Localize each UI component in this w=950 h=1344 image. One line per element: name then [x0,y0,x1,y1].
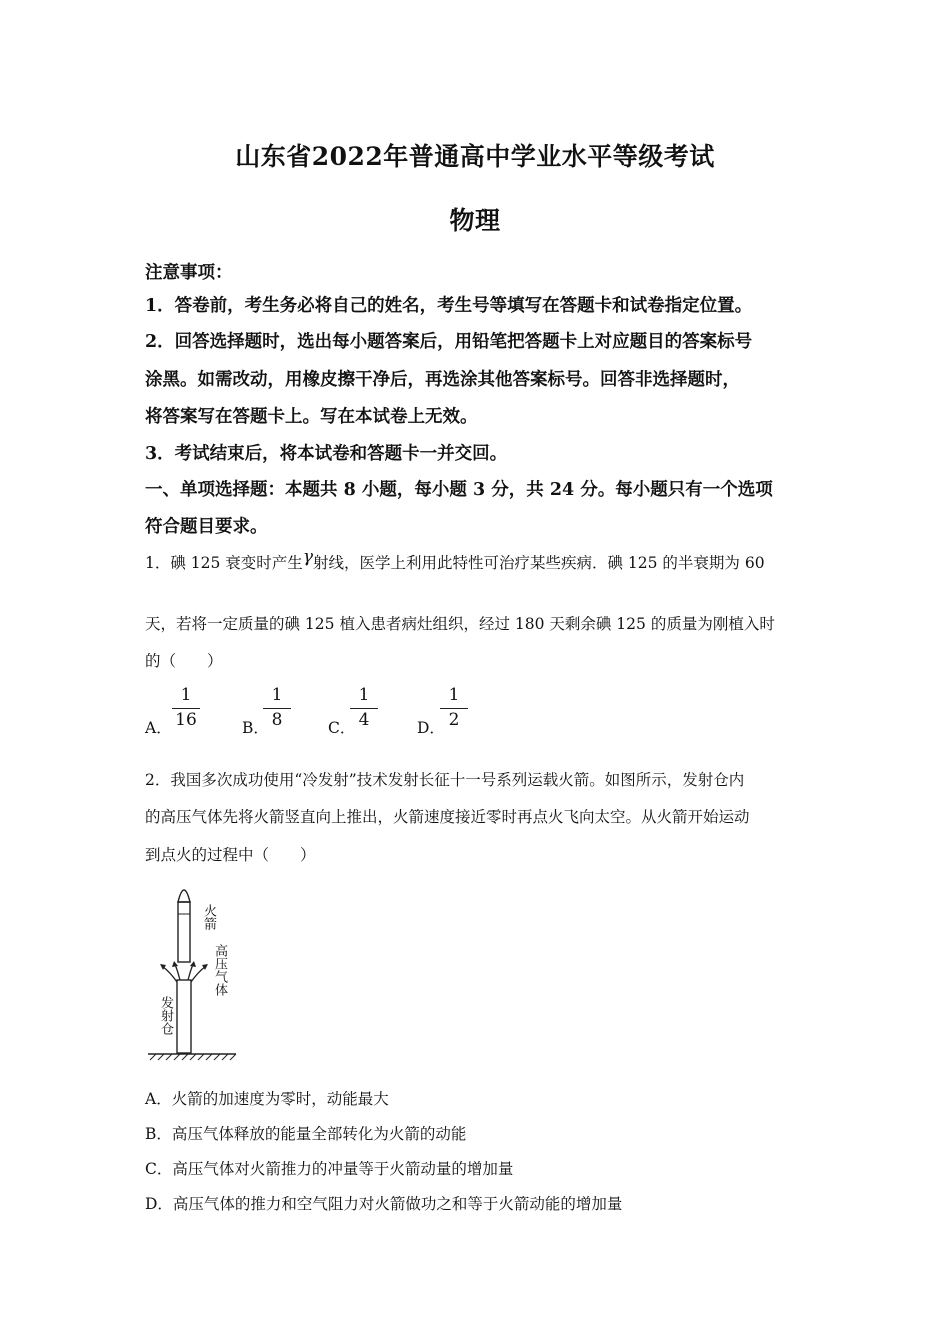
q2-option-b: B．高压气体释放的能量全部转化为火箭的动能 [145,1125,467,1143]
note-item-3: 3．考试结束后，将本试卷和答题卡一并交回。 [145,444,508,464]
q2-stem-line-1: 2．我国多次成功使用“冷发射”技术发射长征十一号系列运载火箭。如图所示，发射仓内 [145,771,745,789]
rocket-launch-figure [140,872,250,1062]
q1-stem-pre: 1．碘 125 衰变时产生 [145,554,303,572]
fraction-numerator: 1 [180,685,192,705]
q2-option-d: D．高压气体的推力和空气阻力对火箭做功之和等于火箭动能的增加量 [145,1195,623,1213]
note-item-2-line-2: 涂黑。如需改动，用橡皮擦干净后，再选涂其他答案标号。回答非选择题时， [145,370,740,390]
figure-label-silo: 发射仓 [158,996,173,1035]
q1-stem-post: 射线，医学上利用此特性可治疗某些疾病．碘 125 的半衰期为 60 [312,554,765,572]
q1-stem-line-2: 天，若将一定质量的碘 125 植入患者病灶组织，经过 180 天剩余碘 125 的质量为刚植入时 [145,615,775,633]
q1-option-b-label: B． [242,719,269,737]
q1-option-d-fraction [434,684,474,731]
q1-stem-line-3: 的（ ） [145,652,223,670]
launch-silo [177,980,191,1053]
note-item-2-line-1: 2．回答选择题时，选出每小题答案后，用铅笔把答题卡上对应题目的答案标号 [145,332,753,352]
fraction-numerator: 1 [358,685,370,705]
fraction-denominator: 8 [271,710,283,730]
q1-option-a-fraction [166,684,206,731]
q1-stem-line-1 [145,547,815,573]
section-heading-line-2: 符合题目要求。 [145,517,268,537]
gas-arrows [162,964,206,982]
section-heading-line-1: 一、单项选择题：本题共 8 小题，每小题 3 分，共 24 分。每小题只有一个选项 [145,480,773,500]
subject-title: 物理 [449,206,501,235]
figure-label-gas: 高压气体 [212,944,227,996]
q2-option-c: C．高压气体对火箭推力的冲量等于火箭动量的增加量 [145,1160,514,1178]
q1-option-d-label: D． [417,719,445,737]
q1-option-a-label: A． [145,719,172,737]
q2-stem-line-3: 到点火的过程中（ ） [145,846,316,864]
exam-title: 山东省2022年普通高中学业水平等级考试 [235,142,715,171]
q1-option-c-fraction [344,684,384,731]
q2-stem-line-2: 的高压气体先将火箭竖直向上推出，火箭速度接近零时再点火飞向太空。从火箭开始运动 [145,808,750,826]
rocket-nose [178,890,190,902]
ground-hatching [150,1054,236,1060]
note-item-1: 1．答卷前，考生务必将自己的姓名，考生号等填写在答题卡和试卷指定位置。 [145,296,753,316]
fraction-denominator: 2 [448,710,460,730]
fraction-denominator: 4 [358,710,370,730]
fraction-numerator: 1 [271,685,283,705]
q1-option-c-label: C． [328,719,356,737]
gamma-symbol: γ [302,547,313,567]
figure-label-rocket: 火箭 [201,904,216,930]
q1-option-b-fraction [257,684,297,731]
q2-option-a: A．火箭的加速度为零时，动能最大 [145,1090,389,1108]
notes-heading: 注意事项： [145,263,233,283]
rocket-body [178,902,190,962]
fraction-numerator: 1 [448,685,460,705]
note-item-2-line-3: 将答案写在答题卡上。写在本试卷上无效。 [145,407,478,427]
fraction-denominator: 16 [175,710,197,730]
